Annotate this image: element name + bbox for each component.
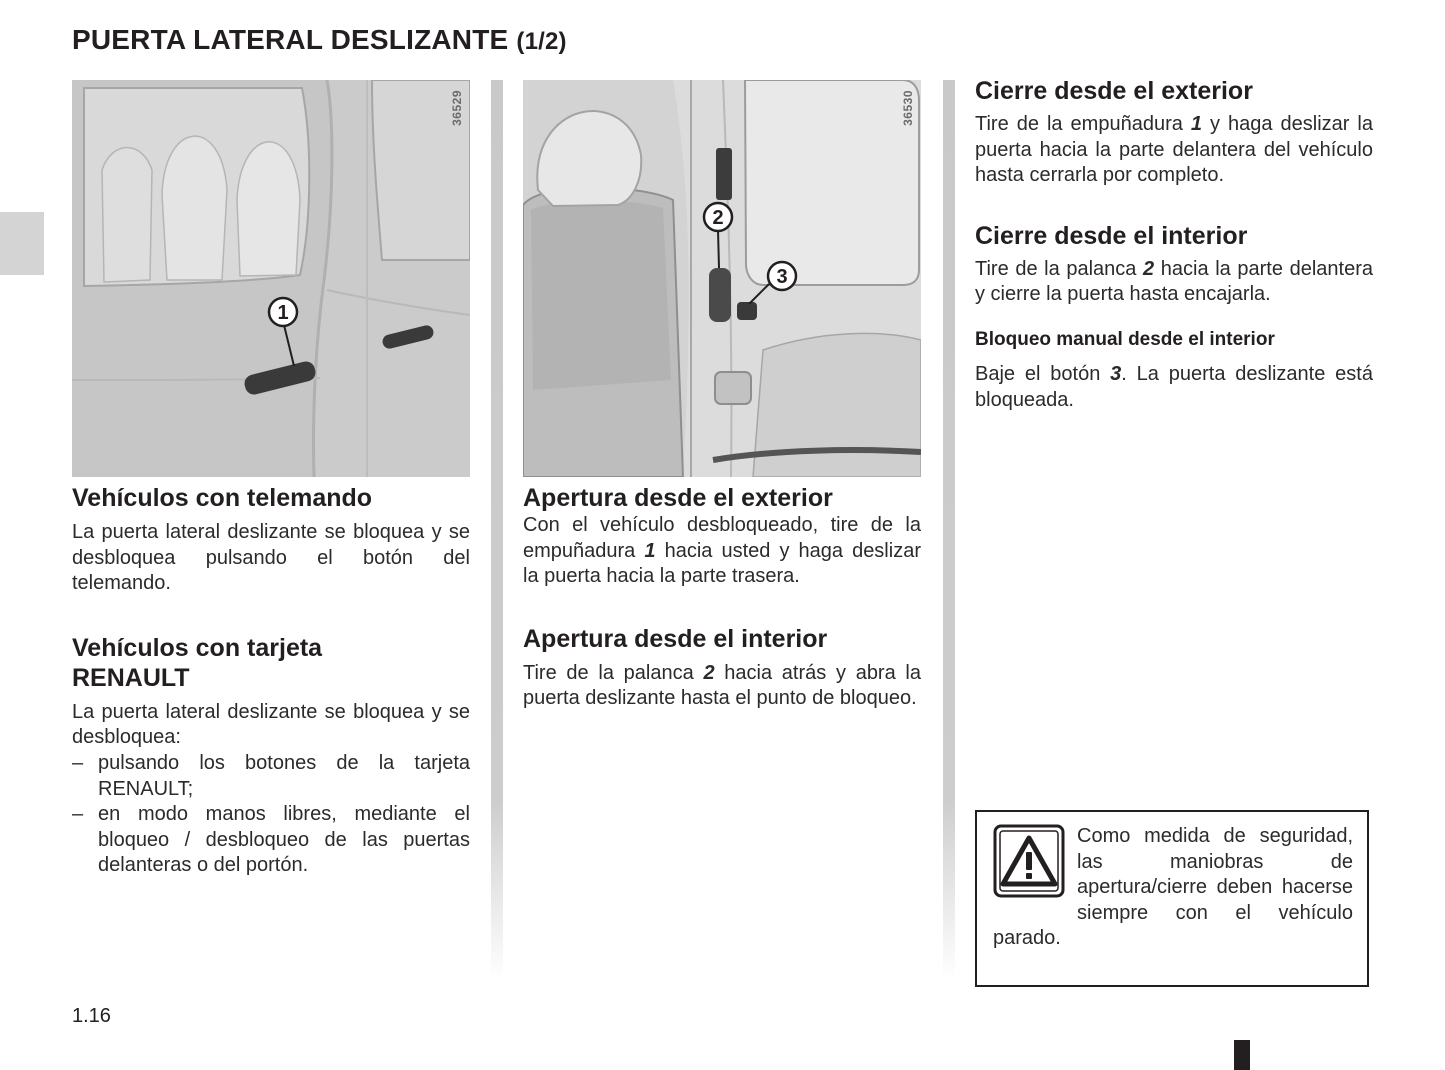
door-exterior-illustration [72, 80, 470, 477]
page-title [72, 24, 567, 56]
paragraph-apertura-exterior [523, 513, 921, 590]
text-run: y haga deslizar la puerta hacia la parte delantera del vehículo hasta cerrarla por completo. [975, 113, 1373, 187]
paragraph-apertura-interior [523, 661, 921, 712]
paragraph-bloqueo-manual [975, 362, 1373, 413]
text-run: Con el vehículo desbloqueado, tire de la empuñadura [523, 514, 921, 562]
paragraph-telemando: La puerta lateral deslizante se bloquea y se desbloquea pulsando el botón del telemando. [72, 521, 470, 595]
list-item: – en modo manos libres, mediante el bloqueo / desbloqueo de las puertas delanteras o del portón. [72, 802, 470, 879]
text-run: Tire de la palanca [523, 661, 704, 684]
page-number: 1.16 [72, 1005, 111, 1027]
chapter-tab-marker [0, 212, 44, 275]
text-run: hacia atrás y abra la puerta deslizante hasta el punto de bloqueo. [523, 661, 921, 710]
tarjeta-options-list [72, 751, 470, 879]
door-interior-illustration [523, 80, 921, 477]
figure-sliding-door-interior [523, 80, 921, 477]
heading-apertura-interior: Apertura desde el interior [523, 624, 828, 653]
callout-3 [768, 262, 796, 290]
text-run: Tire de la palanca [975, 257, 1144, 280]
callout-1-label: 1 [277, 302, 289, 324]
reference-number: 1 [1190, 113, 1202, 135]
paragraph-cierre-interior [975, 257, 1373, 308]
figure-code: 36529 [450, 90, 464, 126]
callout-2-label: 2 [712, 207, 724, 229]
heading-bloqueo-manual: Bloqueo manual desde el interior [975, 328, 1275, 350]
callout-3-label: 3 [776, 266, 788, 288]
heading-apertura-exterior: Apertura desde el exterior [523, 484, 833, 512]
reference-number: 3 [1110, 362, 1122, 385]
reference-number: 2 [1143, 257, 1155, 280]
heading-line: RENAULT [72, 663, 190, 692]
figure-sliding-door-exterior [72, 80, 470, 477]
paragraph-tarjeta-intro: La puerta lateral deslizante se bloquea y se desbloquea: [72, 700, 470, 749]
text-run: hacia la parte delantera y cierre la puerta hasta encajarla. [975, 257, 1373, 306]
page-title-suffix: (1/2) [516, 28, 567, 55]
column-right [975, 77, 1373, 413]
callout-1 [269, 298, 297, 326]
figure-code: 36530 [901, 90, 915, 126]
column-left [72, 80, 470, 879]
column-middle [523, 80, 921, 712]
paragraph-cierre-exterior [975, 112, 1373, 189]
safety-warning-box [975, 810, 1369, 987]
heading-cierre-exterior: Cierre desde el exterior [975, 77, 1253, 105]
text-run: . La puerta deslizante está bloqueada. [975, 362, 1373, 411]
warning-triangle-icon [993, 824, 1065, 898]
column-separator [943, 80, 955, 980]
page-title-text: PUERTA LATERAL DESLIZANTE [72, 24, 509, 55]
page-corner-mark [1234, 1040, 1250, 1070]
heading-cierre-interior: Cierre desde el interior [975, 221, 1248, 250]
column-separator [491, 80, 503, 980]
warning-text: Como medida de seguridad, las maniobras de apertura/cierre deben hacerse siempre con el vehículo parado. [993, 825, 1353, 950]
heading-vehiculos-tarjeta [72, 633, 470, 693]
heading-vehiculos-telemando: Vehículos con telemando [72, 484, 373, 512]
list-item: – pulsando los botones de la tarjeta RENAULT; [72, 751, 470, 802]
callout-2 [704, 203, 732, 231]
heading-line: Vehículos con tarjeta [72, 633, 323, 662]
text-run: hacia usted y haga deslizar la puerta hacia la parte trasera. [523, 539, 921, 588]
text-run: Tire de la empuñadura [975, 113, 1191, 135]
reference-number: 2 [703, 661, 715, 684]
reference-number: 1 [644, 539, 656, 562]
text-run: Baje el botón [975, 362, 1111, 385]
